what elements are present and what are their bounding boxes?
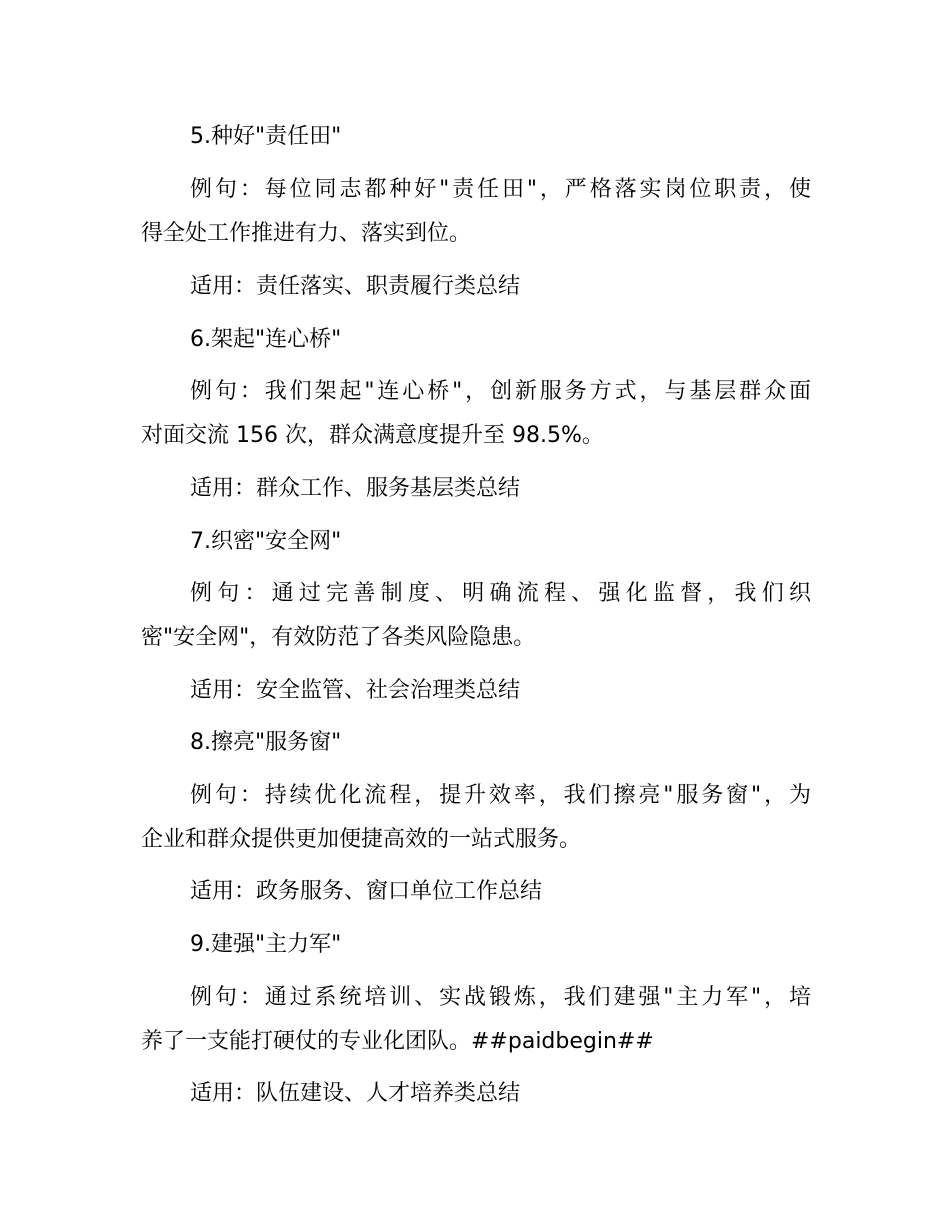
item-usage: 适用：队伍建设、人才培养类总结 (190, 1081, 521, 1106)
item-example-line: 例句：通过完善制度、明确流程、强化监督，我们织 (190, 581, 811, 606)
item-heading: 6.架起"连心桥" (190, 327, 342, 352)
item-usage: 适用：群众工作、服务基层类总结 (190, 476, 521, 501)
item-usage: 适用：政务服务、窗口单位工作总结 (190, 879, 543, 904)
item-example-line: 密"安全网"，有效防范了各类风险隐患。 (141, 625, 536, 650)
item-example-line: 企业和群众提供更加便捷高效的一站式服务。 (141, 827, 582, 852)
item-example-line: 例句：通过系统培训、实战锻炼，我们建强"主力军"，培 (190, 985, 811, 1010)
item-heading: 9.建强"主力军" (190, 932, 342, 957)
item-example-line: 例句：持续优化流程，提升效率，我们擦亮"服务窗"，为 (190, 783, 811, 808)
item-heading: 5.种好"责任田" (190, 124, 342, 149)
item-example-line: 例句：每位同志都种好"责任田"，严格落实岗位职责，使 (190, 177, 811, 202)
item-heading: 8.擦亮"服务窗" (190, 730, 342, 755)
item-usage: 适用：责任落实、职责履行类总结 (190, 274, 521, 299)
item-example-line: 对面交流 156 次，群众满意度提升至 98.5%。 (141, 423, 604, 448)
item-example-line: 得全处工作推进有力、落实到位。 (141, 221, 472, 246)
item-example-line: 例句：我们架起"连心桥"，创新服务方式，与基层群众面 (190, 379, 811, 404)
item-example-line: 养了一支能打硬仗的专业化团队。##paidbegin## (141, 1029, 654, 1054)
item-usage: 适用：安全监管、社会治理类总结 (190, 678, 521, 703)
item-heading: 7.织密"安全网" (190, 529, 342, 554)
